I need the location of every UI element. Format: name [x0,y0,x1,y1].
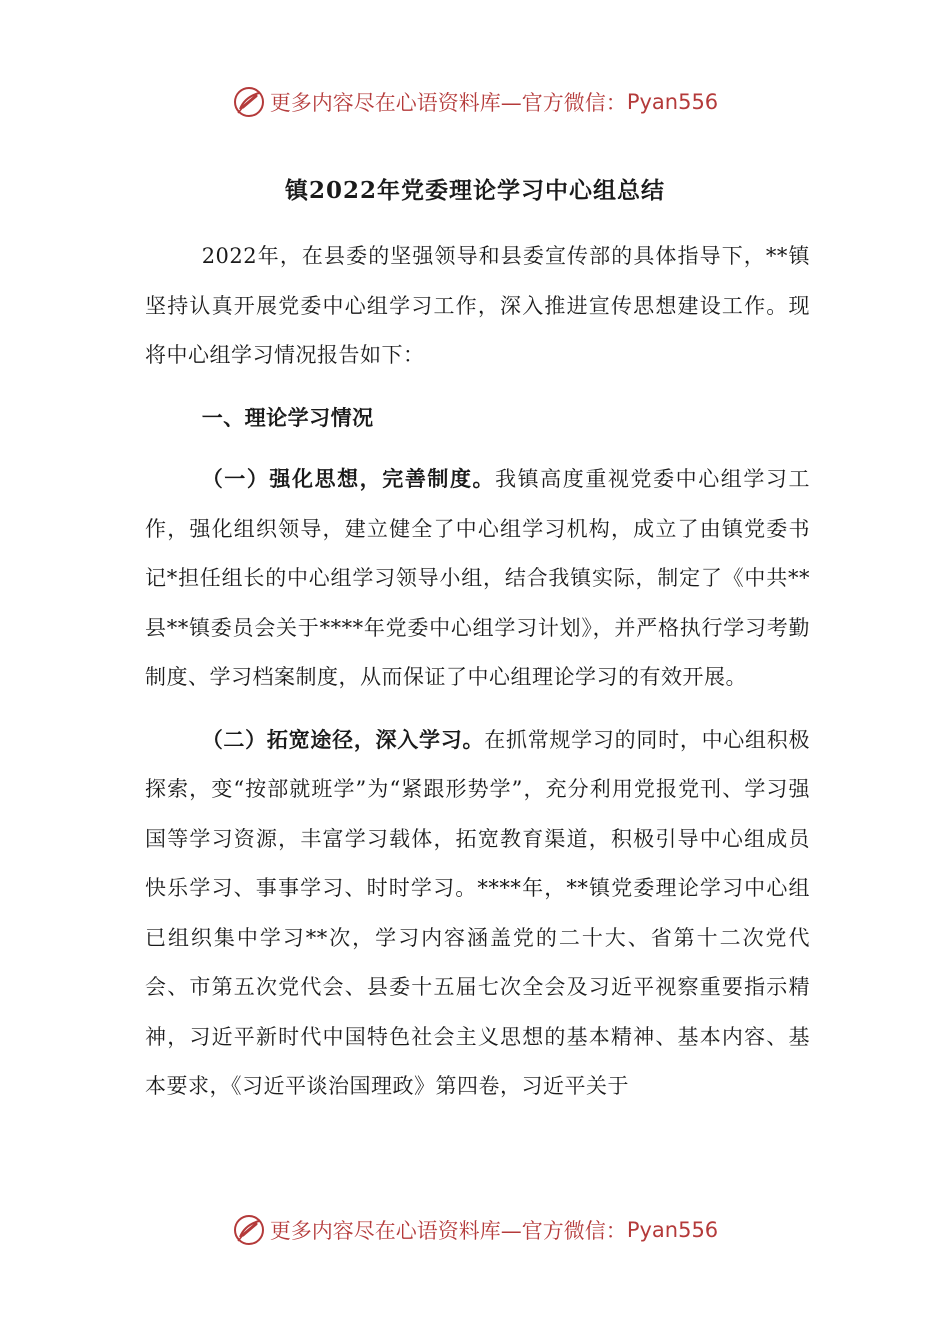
section-heading: 一、理论学习情况 [201,404,374,430]
document-title: 镇2022年党委理论学习中心组总结 [284,177,665,204]
subsection-1-paragraph [145,454,810,703]
subsection-2-paragraph [145,715,810,1112]
pen-seal-logo-icon [232,85,266,119]
intro-paragraph: 2022年，在县委的坚强领导和县委宣传部的具体指导下，**镇坚持认真开展党委中心组学习工作，深入推进宣传思想建设工作。现将中心组学习情况报告如下： [145,244,810,367]
subsection-2-lead: （二）拓宽途径，深入学习。 [201,726,485,752]
banner-text: 更多内容尽在心语资料库—官方微信： [269,1219,627,1243]
document-body [145,232,810,1112]
footer-watermark-banner [0,1210,950,1250]
header-watermark-banner [0,82,950,122]
banner-wechat-id: Pyan556 [626,1218,719,1242]
subsection-1-lead: （一）强化思想，完善制度。 [201,466,496,491]
banner-text: 更多内容尽在心语资料库—官方微信： [269,91,627,115]
subsection-1-text: 我镇高度重视党委中心组学习工作，强化组织领导，建立健全了中心组学习机构，成立了由镇党委书记*担任组长的中心组学习领导小组，结合我镇实际，制定了《中共**县**镇委员会关于****年党委中心组学习计划》，并严格执行学习考勤制度、学习档案制度，从而保证了中心组理论学习的有效开展。 [145,467,810,689]
pen-seal-logo-icon [232,1213,266,1247]
subsection-2-text: 在抓常规学习的同时，中心组积极探索，变“按部就班学”为“紧跟形势学”，充分利用党报党刊、学习强国等学习资源，丰富学习载体，拓宽教育渠道，积极引导中心组成员快乐学习、事事学习、时时学习。****年，**镇党委理论学习中心组已组织集中学习**次，学习内容涵盖党的二十大、省第十二次党代会、市第五次党代会、县委十五届七次全会及习近平视察重要指示精神，习近平新时代中国特色社会主义思想的基本精神、基本内容、基本要求，《习近平谈治国理政》第四卷，习近平关于 [145,727,811,1098]
banner-wechat-id: Pyan556 [626,90,719,114]
